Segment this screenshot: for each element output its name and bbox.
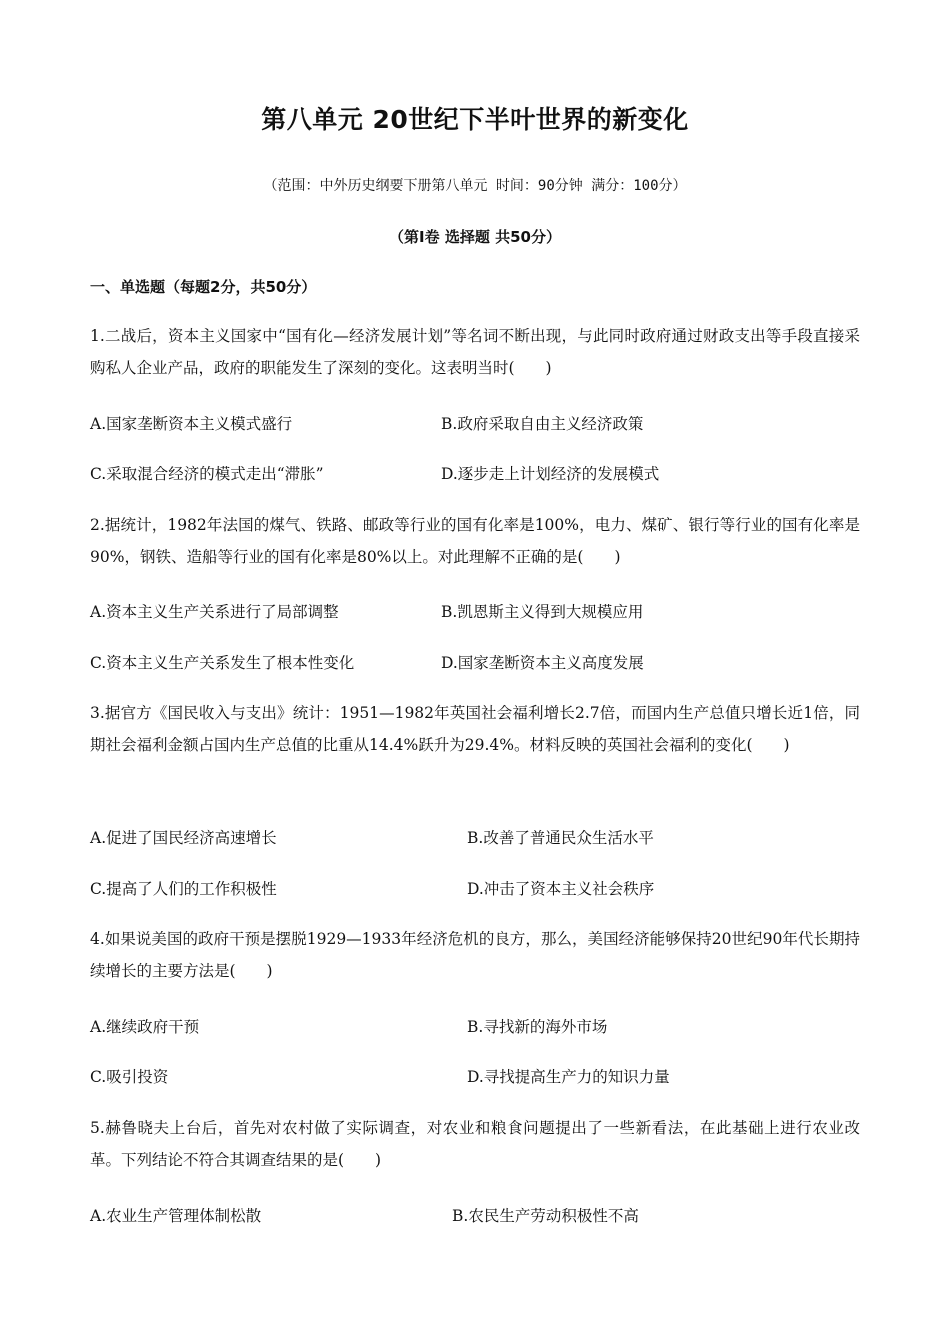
part-heading: （第Ⅰ卷 选择题 共50分） xyxy=(389,228,561,246)
question-3-option-a: A.促进了国民经济高速增长 xyxy=(90,829,277,847)
question-4-option-b: B.寻找新的海外市场 xyxy=(467,1018,608,1036)
question-1-option-c: C.采取混合经济的模式走出“滞胀” xyxy=(90,465,324,483)
question-5-option-b: B.农民生产劳动积极性不高 xyxy=(452,1207,639,1225)
question-5-option-a: A.农业生产管理体制松散 xyxy=(90,1207,262,1225)
question-3-option-b: B.改善了普通民众生活水平 xyxy=(467,829,654,847)
question-3-option-d: D.冲击了资本主义社会秩序 xyxy=(467,880,655,898)
question-1-option-a: A.国家垄断资本主义模式盛行 xyxy=(90,415,293,433)
page-title: 第八单元 20世纪下半叶世界的新变化 xyxy=(261,105,689,134)
question-4-option-a: A.继续政府干预 xyxy=(90,1018,200,1036)
question-3-option-c: C.提高了人们的工作积极性 xyxy=(90,880,277,898)
question-2-option-d: D.国家垄断资本主义高度发展 xyxy=(441,654,644,672)
section-heading: 一、单选题（每题2分，共50分） xyxy=(90,278,317,296)
question-2-option-a: A.资本主义生产关系进行了局部调整 xyxy=(90,603,339,621)
question-5-stem: 5.赫鲁晓夫上台后，首先对农村做了实际调查，对农业和粮食问题提出了一些新看法，在此基础上进行农业改革。下列结论不符合其调查结果的是( ) xyxy=(90,1119,860,1169)
question-4-option-d: D.寻找提高生产力的知识力量 xyxy=(467,1068,670,1086)
question-1-stem: 1.二战后，资本主义国家中“国有化—经济发展计划”等名词不断出现，与此同时政府通过财政支出等手段直接采购私人企业产品，政府的职能发生了深刻的变化。这表明当时( ) xyxy=(90,327,860,377)
question-2-stem: 2.据统计，1982年法国的煤气、铁路、邮政等行业的国有化率是100%，电力、煤矿、银行等行业的国有化率是90%，钢铁、造船等行业的国有化率是80%以上。对此理解不正确的是( ) xyxy=(90,516,860,566)
question-3-stem: 3.据官方《国民收入与支出》统计：1951—1982年英国社会福利增长2.7倍，而国内生产总值只增长近1倍，同期社会福利金额占国内生产总值的比重从14.4%跃升为29.4%。材料反映的英国社会福利的变化( ) xyxy=(90,704,860,754)
question-2-option-c: C.资本主义生产关系发生了根本性变化 xyxy=(90,654,355,672)
question-1-option-d: D.逐步走上计划经济的发展模式 xyxy=(441,465,660,483)
question-1-option-b: B.政府采取自由主义经济政策 xyxy=(441,415,644,433)
question-4-option-c: C.吸引投资 xyxy=(90,1068,169,1086)
question-4-stem: 4.如果说美国的政府干预是摆脱1929—1933年经济危机的良方，那么，美国经济能够保持20世纪90年代长期持续增长的主要方法是( ) xyxy=(90,930,860,980)
question-2-option-b: B.凯恩斯主义得到大规模应用 xyxy=(441,603,644,621)
exam-scope-info: （范围：中外历史纲要下册第八单元 时间：90分钟 满分：100分） xyxy=(263,178,687,194)
